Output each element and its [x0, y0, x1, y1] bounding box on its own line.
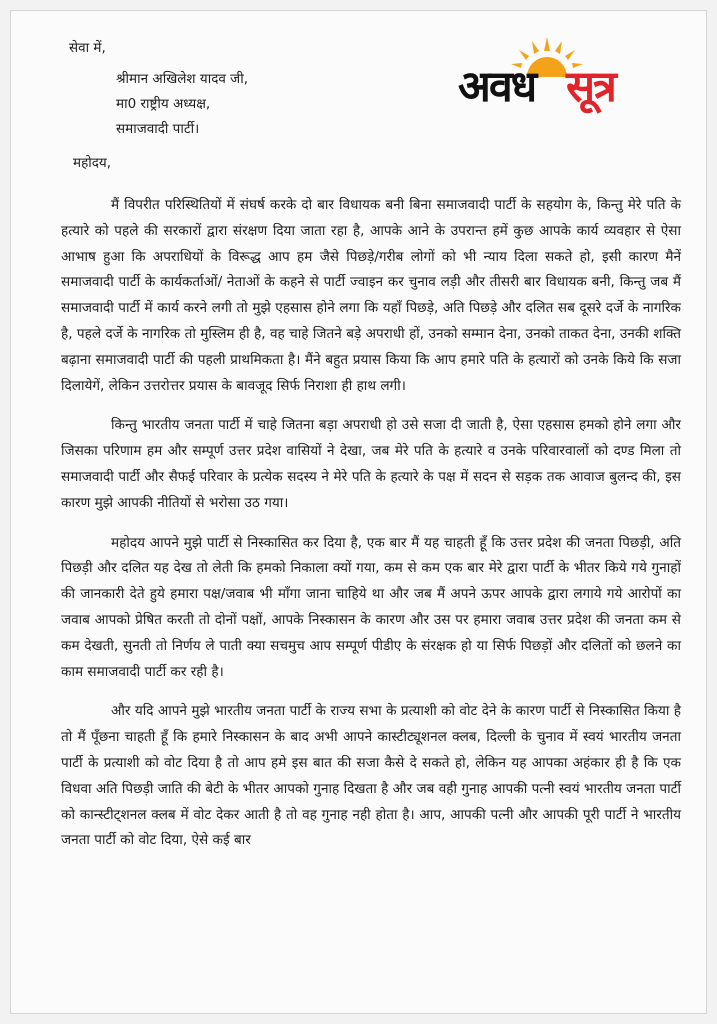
to-line: सेवा में, [69, 40, 106, 56]
logo-word-awadh: अवध [458, 62, 536, 112]
paragraph-2: किन्तु भारतीय जनता पार्टी में चाहे जितना बड़ा अपराधी हो उसे सजा दी जाती है, ऐसा एहसास हमको होने लगा और जिसका परिणाम हम और सम्पूर्ण उत्तर प्रदेश वासियों ने देखा, जब मेरे पति के हत्यारे व उनके परिवारवालों को दण्ड मिला तो समाजवादी पार्टी और सैफई परिवार के प्रत्येक सदस्य ने मेरे पति के हत्यारे के पक्ष में सदन से सड़क तक आवाज बुलन्द की, इस कारण मुझे आपकी नीतियों से भरोसा उठ गया। [61, 417, 681, 511]
logo-word-sutra: सूत्र [566, 62, 615, 112]
awadh-sutra-logo [458, 33, 668, 123]
addressee-block [116, 67, 248, 142]
salutation: महोदय, [73, 155, 112, 171]
paragraph-1: मैं विपरीत परिस्थितियों में संघर्ष करके दो बार विधायक बनी बिना समाजवादी पार्टी के सहयोग के, किन्तु मेरे पति के हत्यारे को पहले की सरकारों द्वारा संरक्षण दिया जाता रहा है, आपके आने के उपरान्त हमें कुछ आपके कार्य व्यवहार से ऐसा आभाष हुआ कि अपराधियों के विरूद्ध आप हम जैसे पिछड़े/गरीब लोगों को भी न्याय दिला सकते हो, इसी कारण मैनें समाजवादी पार्टी के कार्यकर्ताओं/ नेताओं के कहने से पार्टी ज्वाइन कर चुनाव लड़ी और तीसरी बार विधायक बनी, किन्तु जब मैं समाजवादी पार्टी में कार्य करने लगी तो मुझे एहसास होने लगा कि यहाँ पिछड़े, अति पिछड़े और दलित सब दूसरे दर्जे के नागरिक है, पहले दर्जे के नागरिक तो मुस्लिम ही है, वह चाहे जितने बड़े अपराधी हों, उनको सम्मान देना, उनको ताकत देना, उनकी शक्ति बढ़ाना समाजवादी पार्टी की पहली प्राथमिकता है। मैंने बहुत प्रयास किया कि आप हमारे पति के हत्यारों को उनके किये कि सजा दिलायेगें, लेकिन उत्तरोत्तर प्रयास के बावजूद सिर्फ निराशा ही हाथ लगी। [61, 197, 681, 394]
paragraph-3: महोदय आपने मुझे पार्टी से निस्कासित कर दिया है, एक बार मैं यह चाहती हूँ कि उत्तर प्रदेश की जनता पिछड़ी, अति पिछड़ी और दलित यह देख तो लेती कि हमको निकाला क्यों गया, कम से कम एक बार मेरे द्वारा पार्टी के भीतर किये गये गुनाहों की जानकारी देते हुये हमारा पक्ष/जवाब भी माँगा जाना चाहिये था और जब मैं अपने ऊपर आपके द्वारा लगाये गये आरोपों का जवाब आपको प्रेषित करती तो दोनों पक्षों, आपके निस्कासन के कारण और उस पर हमारा जवाब उत्तर प्रदेश की जनता कम से कम देखती, सुनती तो निर्णय ले पाती क्या सचमुच आप सम्पूर्ण पीडीए के संरक्षक हो या सिर्फ पिछड़ों और दलितों को छलने का काम समाजवादी पार्टी कर रही है। [61, 534, 681, 680]
letter-page [10, 10, 707, 1014]
addressee-party: समाजवादी पार्टी। [116, 121, 200, 137]
letter-body [61, 193, 681, 868]
paragraph-4: और यदि आपने मुझे भारतीय जनता पार्टी के राज्य सभा के प्रत्याशी को वोट देने के कारण पार्टी से निस्कासित किया है तो मैं पूँछना चाहती हूँ कि हमारे निस्कासन के बाद अभी आपने कास्टीट्यूशनल क्लब, दिल्ली के चुनाव में स्वयं भारतीय जनता पार्टी के प्रत्याशी को वोट दिया है तो आप हमे इस बात की सजा कैसे दे सकते हो, लेकिन यह आपका अहंकार ही है कि एक विधवा अति पिछड़ी जाति की बेटी के भीतर आपको गुनाह दिखता है और जब वही गुनाह आपकी पत्नी स्वयं भारतीय जनता पार्टी को कान्स्टीट्शनल क्लब में वोट देकर आती है तो वह गुनाह नही होता है। आप, आपकी पत्नी और आपकी पूरी पार्टी ने भारतीय जनता पार्टी को वोट दिया, ऐसे कई बार [61, 703, 681, 849]
addressee-title: मा0 राष्ट्रीय अध्यक्ष, [116, 96, 211, 112]
addressee-name: श्रीमान अखिलेश यादव जी, [116, 71, 248, 87]
